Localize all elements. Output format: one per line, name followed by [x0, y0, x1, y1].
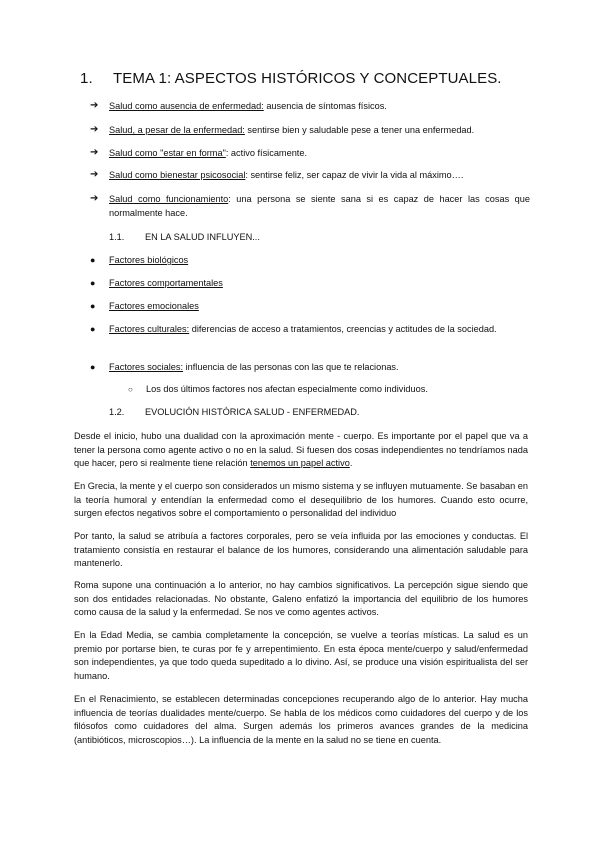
bullet-icon: ● — [90, 301, 96, 311]
paragraph-end: . — [349, 458, 353, 468]
definition-text: : sentirse feliz, ser capaz de vivir la vida al máximo…. — [245, 170, 464, 180]
paragraph: En la Edad Media, se cambia completamente la concepción, se vuelve a teorías místicas. La salud es un premio por portarse bien, te curas por fe y arrepentimiento. En esta época mente/cuerpo y salud/enfermedad son independientes, ya que todo queda supeditado a lo divino. Así, se produce una visión espiritualista del ser humano. — [74, 630, 528, 681]
factor-term: Factores culturales: — [109, 324, 190, 334]
factor-text: influencia de las personas con las que te relacionas. — [183, 362, 399, 372]
section-number: 1.2. — [109, 407, 125, 417]
factor-term: Factores comportamentales — [109, 278, 223, 288]
definition-term: Salud como funcionamiento — [109, 194, 229, 204]
paragraph: En Grecia, la mente y el cuerpo son considerados un mismo sistema y se influyen mutuamente. Se basaban en la teoría humoral y entendían la enfermedad como el desequilibrio de los humores. Cuando esto ocurre, surgen efectos negativos sobre el comportamiento o personalidad del individuo — [74, 481, 529, 518]
paragraph — [74, 430, 528, 471]
arrow-icon: ➔ — [90, 193, 99, 204]
paragraph: Roma supone una continuación a lo anterior, no hay cambios significativos. La percepción sigue siendo que son dos entidades relacionadas. No obstante, Galeno enfatizó la importancia del equilibrio de los humores como causa de la salud y la enfermedad. Se nos ve como agentes activos. — [74, 580, 528, 617]
arrow-icon: ➔ — [90, 147, 99, 158]
definition-term: Salud como bienestar psicosocial — [109, 170, 246, 180]
arrow-icon: ➔ — [90, 124, 99, 135]
section-number: 1.1. — [109, 232, 125, 242]
arrow-list-item — [90, 123, 530, 137]
sub-bullet-text: Los dos últimos factores nos afectan especialmente como individuos. — [146, 384, 428, 394]
factor-term: Factores emocionales — [109, 301, 199, 311]
factor-term: Factores biológicos — [109, 255, 189, 265]
bullet-list-item — [90, 322, 530, 336]
bullet-list-item — [90, 253, 530, 267]
section-title: EVOLUCIÓN HISTÓRICA SALUD - ENFERMEDAD. — [145, 407, 360, 417]
arrow-list-item — [90, 192, 530, 220]
bullet-list-item — [90, 360, 530, 374]
definition-text: ausencia de síntomas físicos. — [263, 101, 387, 111]
bullet-icon: ● — [90, 362, 96, 372]
factor-term: Factores sociales: — [109, 362, 184, 372]
definition-term: Salud como ausencia de enfermedad: — [109, 101, 264, 111]
chapter-number: 1. — [80, 70, 93, 87]
arrow-list-item — [90, 168, 530, 182]
definition-term: Salud como "estar en forma" — [109, 148, 226, 158]
paragraph-text: Desde el inicio, hubo una dualidad con la aproximación mente - cuerpo. Es importante por el papel que va a tener la persona como agente activo o no en la salud. Si fuesen dos cosas independientes no tendríamos nada que hacer, pero si realmente tiene relación — [74, 431, 528, 468]
underlined-text: tenemos un papel activo — [250, 458, 350, 468]
bullet-icon: ● — [90, 255, 96, 265]
bullet-list-item — [90, 276, 530, 290]
arrow-list-item — [90, 146, 530, 160]
factor-text: diferencias de acceso a tratamientos, creencias y actitudes de la sociedad. — [189, 324, 497, 334]
section-heading — [109, 407, 359, 417]
definition-text: : una persona se siente sana si es capaz de hacer las cosas que normalmente hace. — [109, 194, 530, 218]
definition-text: sentirse bien y saludable pese a tener una enfermedad. — [244, 125, 475, 135]
chapter-heading — [80, 70, 502, 87]
sub-bullet-item — [128, 384, 428, 394]
bullet-icon: ● — [90, 324, 96, 334]
bullet-icon: ● — [90, 278, 96, 288]
paragraph: Por tanto, la salud se atribuía a factores corporales, pero se veía influida por las emociones y conductas. El tratamiento consistía en restaurar el balance de los humores, considerando una alimentación saludable para mantenerlo. — [74, 531, 528, 568]
chapter-title: TEMA 1: ASPECTOS HISTÓRICOS Y CONCEPTUALES. — [113, 70, 502, 87]
section-heading — [109, 232, 260, 242]
paragraph: En el Renacimiento, se establecen determinadas concepciones recuperando algo de lo anterior. Hay mucha influencia de teorías dualidades mente/cuerpo. Se habla de los médicos como cuidadores del cuerpo y de los filósofos como cuidadores del alma. Surgen además los primeros avances grandes de la medicina (antibióticos, microscopios…). La influencia de la mente en la salud no se tiene en cuenta. — [74, 694, 528, 745]
bullet-list-item — [90, 299, 530, 313]
circle-bullet-icon: ○ — [128, 385, 133, 394]
section-title: EN LA SALUD INFLUYEN... — [145, 232, 260, 242]
arrow-icon: ➔ — [90, 169, 99, 180]
definition-term: Salud, a pesar de la enfermedad: — [109, 125, 245, 135]
arrow-icon: ➔ — [90, 100, 99, 111]
arrow-list-item — [90, 99, 530, 113]
definition-text: : activo físicamente. — [225, 148, 308, 158]
